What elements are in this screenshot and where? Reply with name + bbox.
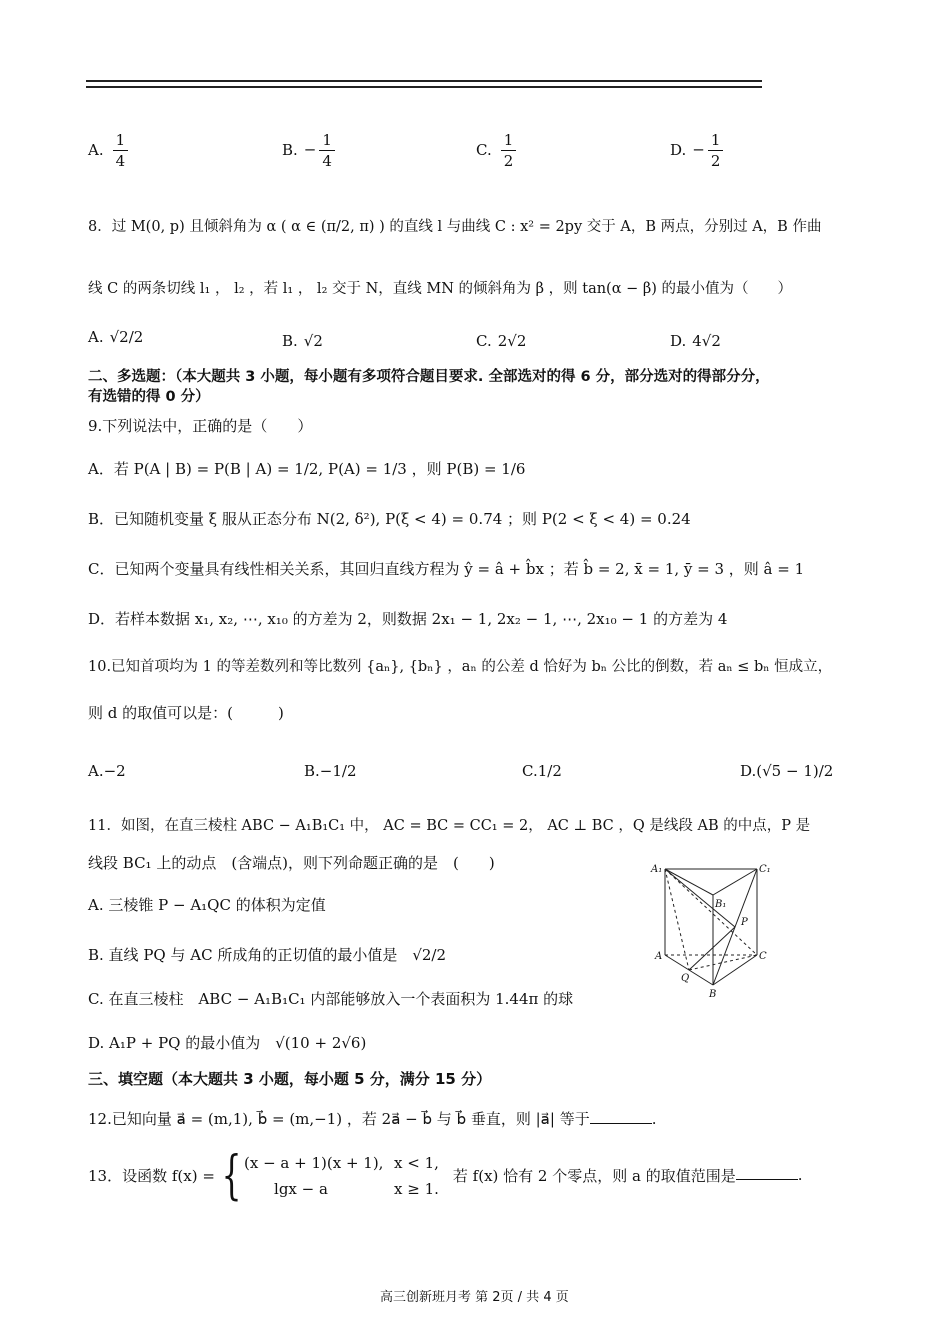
- q12-answer-blank[interactable]: [590, 1109, 652, 1124]
- q10-option-d: D.(√5 − 1)/2: [740, 762, 834, 780]
- q11-option-a: A. 三棱锥 P − A₁QC 的体积为定值: [88, 896, 326, 914]
- edge-b1c1: [713, 869, 757, 895]
- q9-option-c: C．已知两个变量具有线性相关关系，其回归直线方程为 ŷ = â + b̂x ；若 b̂ = 2, x̄ = 1, ȳ = 3 ，则 â = 1: [88, 560, 805, 578]
- label-a: A: [655, 951, 663, 962]
- label-c: C: [759, 951, 767, 962]
- q11-option-c: C. 在直三棱柱 ABC − A₁B₁C₁ 内部能够放入一个表面积为 1.44π 的球: [88, 990, 574, 1008]
- q9-stem: 9.下列说法中，正确的是（ ）: [88, 417, 313, 435]
- q10-option-c: C.1/2: [522, 762, 562, 780]
- q13-answer-blank[interactable]: [736, 1165, 798, 1180]
- section2-title-line2: 有选错的得 0 分）: [88, 389, 210, 405]
- q8-stem-line1: 8．过 M(0, p) 且倾斜角为 α ( α ∈ (π/2, π) ) 的直线 l 与曲线 C : x² = 2py 交于 A，B 两点，分别过 A，B 作曲: [88, 219, 822, 235]
- segment-a1p: [665, 869, 735, 927]
- q7-option-c: C. $\frac{1}{2}$: [476, 130, 519, 171]
- label-b1: B₁: [715, 899, 727, 910]
- label-a1: A₁: [651, 864, 663, 875]
- q10-option-b: B.−1/2: [304, 762, 357, 780]
- q9-option-d: D．若样本数据 x₁, x₂, ⋯, x₁₀ 的方差为 2，则数据 2x₁ − 1, 2x₂ − 1, ⋯, 2x₁₀ − 1 的方差为 4: [88, 610, 728, 628]
- prism-figure: [645, 855, 775, 1000]
- q8-option-c: C. 2√2: [476, 332, 527, 350]
- header-rule-bottom: [86, 86, 762, 88]
- page-footer: 高三创新班月考 第 2页 / 共 4 页: [380, 1290, 569, 1305]
- q7-option-b: B. − $\frac{1}{4}$: [282, 130, 338, 171]
- q9-option-b: B．已知随机变量 ξ 服从正态分布 N(2, δ²), P(ξ < 4) = 0.74 ；则 P(2 < ξ < 4) = 0.24: [88, 510, 691, 528]
- q11-option-d: D. A₁P + PQ 的最小值为 √(10 + 2√6): [88, 1034, 367, 1052]
- q8-option-d: D. 4√2: [670, 332, 721, 350]
- segment-qp: [689, 927, 735, 970]
- q13: 13．设函数 f(x) = { (x − a + 1)(x + 1), x < 1, lgx − a x ≥ 1. 若 f(x) 恰有 2 个零点，则 a 的取值范围是 .: [88, 1146, 803, 1206]
- q8-option-b: B. √2: [282, 332, 323, 350]
- q11-option-b: B. 直线 PQ 与 AC 所成角的正切值的最小值是 √2/2: [88, 946, 447, 964]
- q7-option-a: A. $\frac{1}{4}$: [88, 130, 131, 171]
- header-rule-top: [86, 80, 762, 82]
- q9-option-a: A．若 P(A | B) = P(B | A) = 1/2, P(A) = 1/3 ，则 P(B) = 1/6: [88, 460, 526, 478]
- q11-stem-line1: 11．如图，在直三棱柱 ABC − A₁B₁C₁ 中， AC = BC = CC₁ = 2， AC ⊥ BC ，Q 是线段 AB 的中点，P 是: [88, 818, 811, 834]
- q7-option-d: D. − $\frac{1}{2}$: [670, 130, 726, 171]
- q8-option-a: A. √2/2: [88, 328, 144, 346]
- label-c1: C₁: [759, 864, 771, 875]
- label-p: P: [741, 917, 748, 928]
- label-b: B: [709, 989, 717, 1000]
- edge-bc: [713, 955, 757, 985]
- q11-stem-line2: 线段 BC₁ 上的动点 (含端点)，则下列命题正确的是 ( ): [88, 854, 495, 872]
- piecewise-brace: {: [221, 1146, 242, 1206]
- edge-a1c-hidden: [665, 869, 757, 955]
- q10-option-a: A.−2: [88, 762, 126, 780]
- section3-title: 三、填空题（本大题共 3 小题，每小题 5 分，满分 15 分）: [88, 1070, 492, 1088]
- q8-stem-line2: 线 C 的两条切线 l₁ ， l₂ ，若 l₁ ， l₂ 交于 N，直线 MN 的倾斜角为 β ，则 tan(α − β) 的最小值为（ ）: [88, 281, 793, 297]
- q10-stem-line1: 10.已知首项均为 1 的等差数列和等比数列 {aₙ}, {bₙ} ，aₙ 的公差 d 恰好为 bₙ 公比的倒数，若 aₙ ≤ bₙ 恒成立，: [88, 659, 833, 675]
- label-q: Q: [681, 973, 690, 984]
- q10-stem-line2: 则 d 的取值可以是：( ): [88, 704, 284, 722]
- q12: 12.已知向量 a⃗ = (m,1), b⃗ = (m,−1) ，若 2a⃗ − b⃗ 与 b⃗ 垂直，则 |a⃗| 等于 .: [88, 1110, 657, 1128]
- section2-title-line1: 二、多选题：（本大题共 3 小题，每小题有多项符合题目要求. 全部选对的得 6 分，部分选对的得部分分，: [88, 369, 770, 385]
